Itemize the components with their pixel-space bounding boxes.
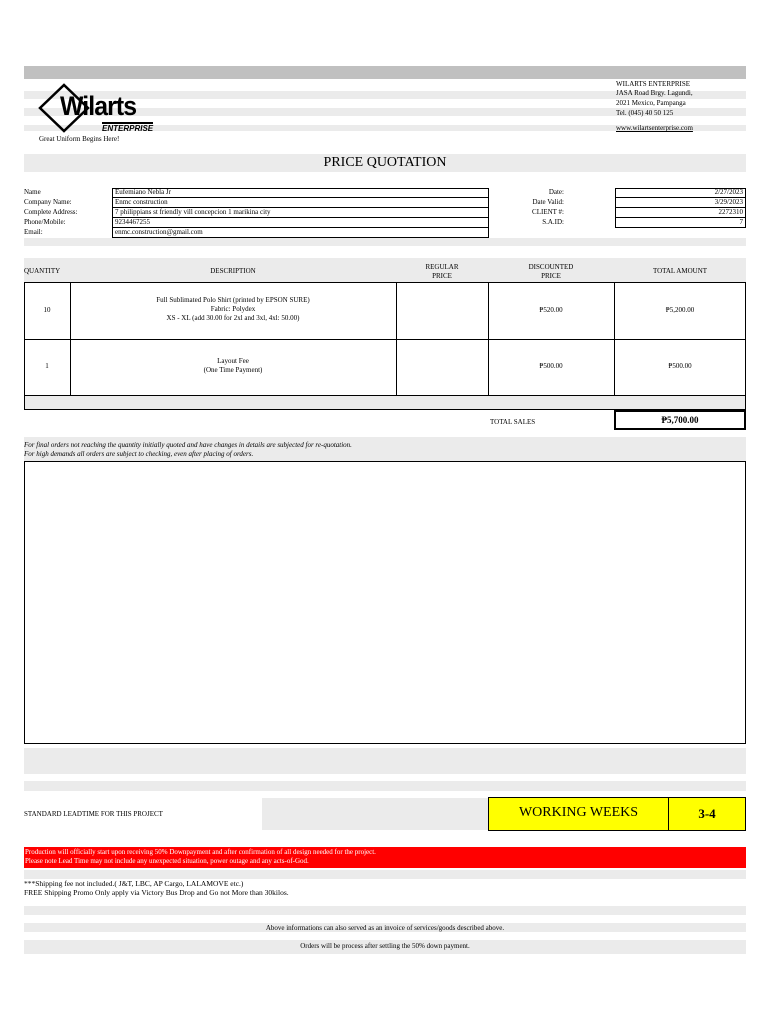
header-description: DESCRIPTION <box>210 267 256 275</box>
logo-text: Wilarts <box>60 91 137 121</box>
meta-label-date-valid: Date Valid: <box>532 198 564 206</box>
row2-desc-line1: Layout Fee <box>217 357 249 365</box>
client-value-phone: 9234467255 <box>115 218 150 226</box>
empty-row <box>25 396 745 409</box>
warning-line-1: Production will officially start upon receiving 50% Downpayment and after confirmation of all design needed for the project. <box>25 848 376 856</box>
header-total-amount: TOTAL AMOUNT <box>652 267 708 275</box>
row1-qty: 10 <box>43 306 51 314</box>
warning-line-2: Please note Lead Time may not include any unexpected situation, power outage and any acts-of-God. <box>25 857 309 865</box>
col-divider <box>396 282 397 396</box>
row-band <box>24 906 746 915</box>
row2-qty: 1 <box>45 362 49 370</box>
logo-subtext: ENTERPRISE <box>102 124 154 133</box>
header-regular-line2: PRICE <box>432 272 452 280</box>
footer-line-1: Above informations can also served as an invoice of services/goods described above. <box>265 924 505 932</box>
row-divider <box>24 339 746 340</box>
company-website[interactable]: www.wilartsenterprise.com <box>616 124 693 132</box>
divider <box>112 217 489 218</box>
row-band <box>262 798 488 830</box>
meta-value-date-valid: 3/29/2023 <box>714 198 743 206</box>
col-divider <box>488 282 489 396</box>
client-label-email: Email: <box>24 228 43 236</box>
divider <box>112 197 489 198</box>
client-label-name: Name <box>24 188 41 196</box>
header-discounted-price <box>488 263 614 281</box>
row1-total: ₱5,200.00 <box>665 306 695 314</box>
header-regular-price <box>396 263 488 281</box>
total-sales-value: ₱5,700.00 <box>661 415 699 425</box>
row-band <box>24 870 746 879</box>
client-value-address: 7 philippians st friendly vill concepcion 1 marikina city <box>115 208 271 216</box>
header-quantity: QUANTITY <box>24 267 61 275</box>
row1-desc-line3: XS - XL (add 30.00 for 2xl and 3xl, 4xl: 50.00) <box>166 314 300 322</box>
row2-discounted: ₱500.00 <box>539 362 563 370</box>
row-band <box>24 238 746 246</box>
note-line-2: For high demands all orders are subject to checking, even after placing of orders. <box>24 450 254 458</box>
client-label-address: Complete Address: <box>24 208 78 216</box>
leadtime-value: 3-4 <box>698 806 716 821</box>
col-divider <box>614 282 615 396</box>
row1-discounted: ₱520.00 <box>539 306 563 314</box>
header-discounted-line1: DISCOUNTED <box>528 263 574 271</box>
meta-value-date: 2/27/2023 <box>714 188 743 196</box>
header-bar <box>24 66 746 79</box>
company-name: WILARTS ENTERPRISE <box>616 80 691 88</box>
header-discounted-line2: PRICE <box>541 272 561 280</box>
client-value-email: enmc.construction@gmail.com <box>115 228 203 236</box>
footer-line-2: Orders will be process after settling the 50% down payment. <box>300 942 470 950</box>
leadtime-label: STANDARD LEADTIME FOR THIS PROJECT <box>24 810 163 818</box>
company-tagline: Great Uniform Begins Here! <box>39 135 120 143</box>
company-logo <box>36 82 154 134</box>
company-address-1: JASA Road Brgy. Lagundi, <box>616 89 693 97</box>
client-label-company: Company Name: <box>24 198 72 206</box>
header-regular-line1: REGULAR <box>425 263 459 271</box>
page-title: PRICE QUOTATION <box>323 155 447 170</box>
row-band <box>24 781 746 791</box>
row-band <box>24 748 746 774</box>
meta-value-client-no: 2272310 <box>718 208 743 216</box>
company-tel: Tel. (045) 40 50 125 <box>616 109 674 117</box>
row2-description <box>70 357 396 375</box>
note-line-1: For final orders not reaching the quantity initially quoted and have changes in details are subjected for re-quotation. <box>24 441 352 449</box>
leadtime-unit: WORKING WEEKS <box>518 805 639 820</box>
client-value-name: Eufemiano Nebla Jr <box>115 188 171 196</box>
meta-label-date: Date: <box>548 188 564 196</box>
meta-label-client-no: CLIENT #: <box>532 208 564 216</box>
row1-description <box>70 296 396 323</box>
meta-label-said: S.A.ID: <box>542 218 564 226</box>
client-value-company: Enmc construction <box>115 198 168 206</box>
row2-total: ₱500.00 <box>668 362 692 370</box>
company-address-2: 2021 Mexico, Pampanga <box>616 99 686 107</box>
shipping-line-1: ***Shipping fee not included.( J&T, LBC, AP Cargo, LALAMOVE etc.) <box>24 879 244 888</box>
meta-value-said: 7 <box>739 218 743 226</box>
row1-desc-line2: Fabric: Polydex <box>210 305 256 313</box>
total-sales-label: TOTAL SALES <box>490 418 536 426</box>
client-label-phone: Phone/Mobile: <box>24 218 66 226</box>
row2-desc-line2: (One Time Payment) <box>203 366 263 374</box>
shipping-line-2: FREE Shipping Promo Only apply via Victory Bus Drop and Go not More than 30kilos. <box>24 888 289 897</box>
design-preview-box <box>24 461 746 744</box>
row1-desc-line1: Full Sublimated Polo Shirt (printed by EPSON SURE) <box>156 296 310 304</box>
